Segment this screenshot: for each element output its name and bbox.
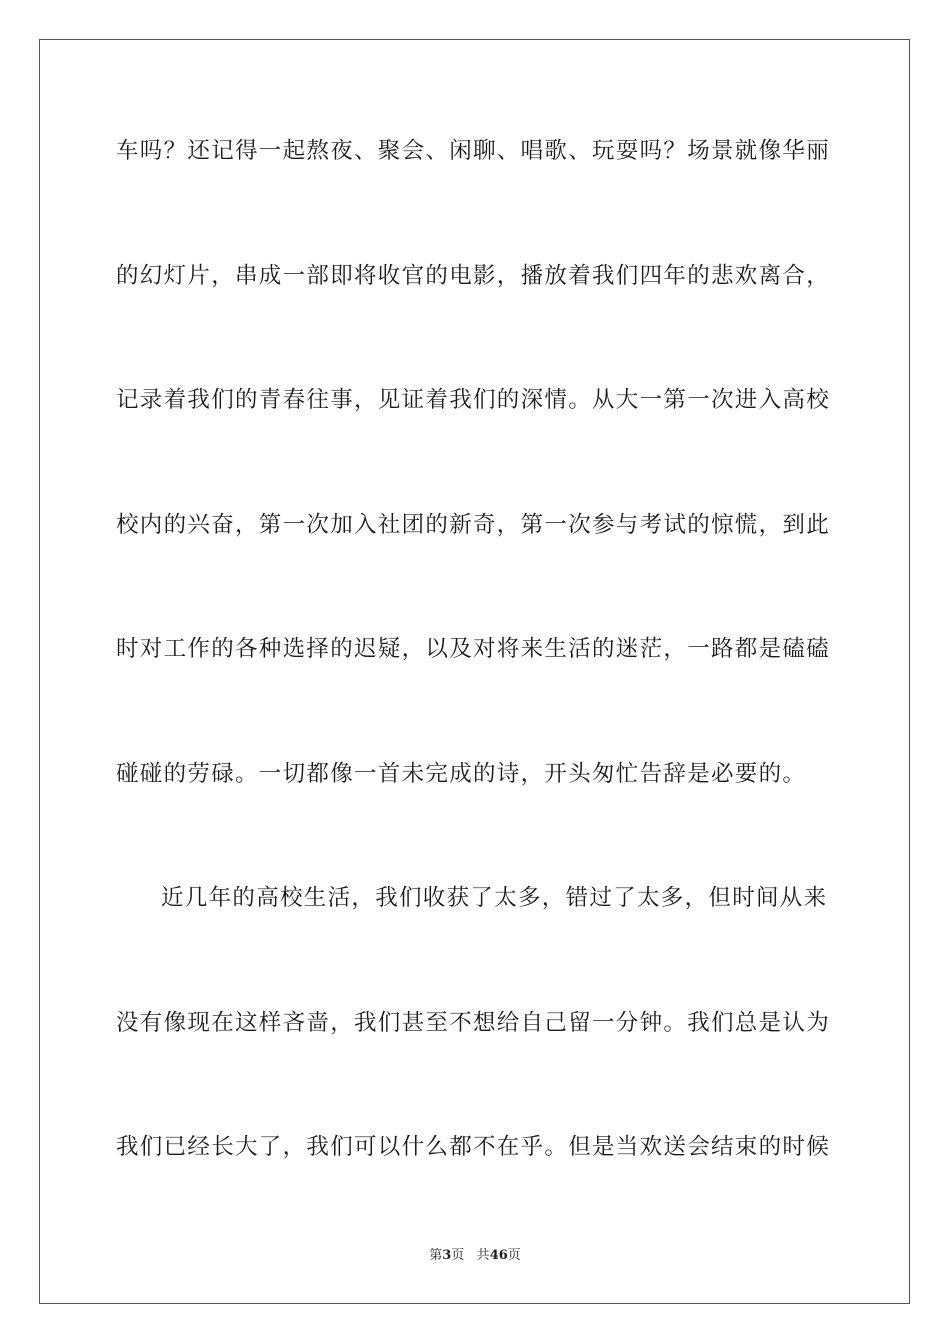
page-prefix: 第 [429, 1248, 443, 1263]
body-line-6: 碰碰的劳碌。一切都像一首未完成的诗，开头匆忙告辞是必要的。 [116, 761, 807, 787]
page-number: 3 [442, 1248, 452, 1263]
page-border [39, 39, 910, 1304]
page-suffix: 页 [451, 1248, 465, 1263]
body-line-8: 没有像现在这样吝啬，我们甚至不想给自己留一分钟。我们总是认为 [116, 1010, 831, 1036]
total-prefix: 共 [476, 1248, 490, 1263]
body-line-4: 校内的兴奋，第一次加入社团的新奇，第一次参与考试的惊慌，到此 [116, 512, 831, 538]
body-line-9: 我们已经长大了，我们可以什么都不在乎。但是当欢送会结束的时候 [116, 1134, 831, 1160]
total-pages: 46 [489, 1248, 508, 1263]
body-line-5: 时对工作的各种选择的迟疑，以及对将来生活的迷茫，一路都是磕磕 [116, 636, 831, 662]
body-line-1: 车吗？还记得一起熬夜、聚会、闲聊、唱歌、玩耍吗？场景就像华丽 [116, 138, 831, 164]
body-line-3: 记录着我们的青春往事，见证着我们的深情。从大一第一次进入高校 [116, 387, 831, 413]
total-suffix: 页 [507, 1248, 521, 1263]
page-footer [0, 1247, 950, 1265]
body-line-2: 的幻灯片，串成一部即将收官的电影，播放着我们四年的悲欢离合， [116, 263, 831, 289]
body-line-7-paragraph-start: 近几年的高校生活，我们收获了太多，错过了太多，但时间从来 [161, 885, 828, 911]
